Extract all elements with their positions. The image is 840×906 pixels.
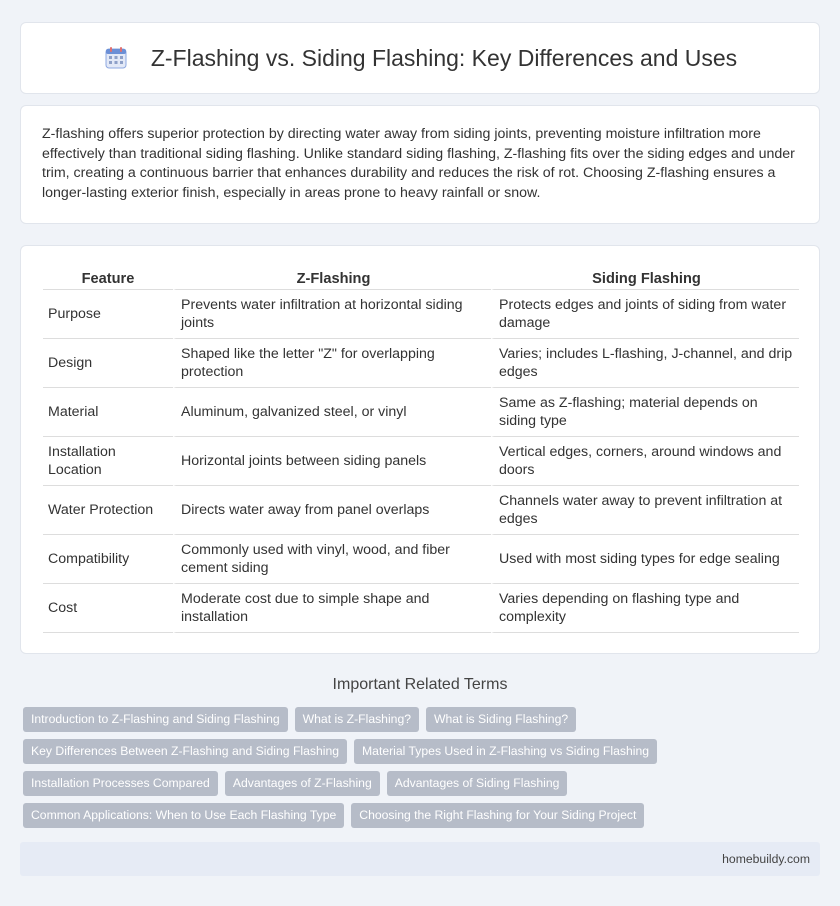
siding-flashing-cell: Channels water away to prevent infiltration at edges (491, 486, 799, 535)
feature-cell: Material (43, 388, 173, 437)
related-term-tag[interactable]: Material Types Used in Z-Flashing vs Siding Flashing (354, 739, 657, 764)
related-terms-heading: Important Related Terms (332, 676, 508, 693)
header-card (20, 22, 820, 94)
feature-cell: Water Protection (43, 486, 173, 535)
related-term-tag[interactable]: Advantages of Z-Flashing (225, 771, 380, 796)
tag-row (23, 739, 823, 764)
related-term-tag[interactable]: Choosing the Right Flashing for Your Siding Project (351, 803, 644, 828)
table-row (43, 290, 799, 339)
table-row (43, 437, 799, 486)
related-term-tag[interactable]: What is Z-Flashing? (295, 707, 419, 732)
tag-row (23, 771, 823, 796)
intro-paragraph: Z-flashing offers superior protection by directing water away from siding joints, preventing moisture infiltration more effectively than traditional siding flashing. Unlike standard siding flashing, Z-flashing fits over the siding edges and under trim, creating a continuous barrier that enhances durability and reduces the risk of rot. Choosing Z-flashing ensures a longer-lasting exterior finish, especially in areas prone to heavy rainfall or snow. (42, 126, 795, 201)
page-title: Z-Flashing vs. Siding Flashing: Key Differences and Uses (150, 44, 738, 71)
comparison-table (43, 266, 799, 633)
feature-cell: Purpose (43, 290, 173, 339)
related-term-tag[interactable]: Common Applications: When to Use Each Flashing Type (23, 803, 344, 828)
site-name[interactable]: homebuildy.com (722, 852, 810, 866)
feature-cell: Installation Location (43, 437, 173, 486)
z-flashing-cell: Horizontal joints between siding panels (173, 437, 491, 486)
z-flashing-cell: Commonly used with vinyl, wood, and fiber cement siding (173, 535, 491, 584)
related-term-tag[interactable]: What is Siding Flashing? (426, 707, 576, 732)
tag-row (23, 707, 823, 732)
z-flashing-cell: Shaped like the letter "Z" for overlapping protection (173, 339, 491, 388)
siding-flashing-cell: Varies; includes L-flashing, J-channel, and drip edges (491, 339, 799, 388)
related-term-tag[interactable]: Key Differences Between Z-Flashing and Siding Flashing (23, 739, 347, 764)
footer (20, 842, 820, 876)
siding-flashing-cell: Same as Z-flashing; material depends on siding type (491, 388, 799, 437)
comparison-table-card (20, 245, 820, 654)
z-flashing-cell: Aluminum, galvanized steel, or vinyl (173, 388, 491, 437)
z-flashing-cell: Moderate cost due to simple shape and installation (173, 584, 491, 633)
feature-cell: Compatibility (43, 535, 173, 584)
siding-flashing-cell: Varies depending on flashing type and complexity (491, 584, 799, 633)
table-row (43, 388, 799, 437)
table-row (43, 486, 799, 535)
calendar-grid-icon (103, 45, 129, 71)
table-row (43, 339, 799, 388)
column-header: Z-Flashing (173, 266, 491, 290)
related-terms-tags (23, 707, 823, 835)
feature-cell: Cost (43, 584, 173, 633)
table-header-row (43, 266, 799, 290)
related-term-tag[interactable]: Introduction to Z-Flashing and Siding Flashing (23, 707, 288, 732)
z-flashing-cell: Directs water away from panel overlaps (173, 486, 491, 535)
intro-card (20, 105, 820, 224)
z-flashing-cell: Prevents water infiltration at horizontal siding joints (173, 290, 491, 339)
tag-row (23, 803, 823, 828)
related-term-tag[interactable]: Installation Processes Compared (23, 771, 218, 796)
table-row (43, 535, 799, 584)
column-header: Siding Flashing (491, 266, 799, 290)
feature-cell: Design (43, 339, 173, 388)
siding-flashing-cell: Protects edges and joints of siding from water damage (491, 290, 799, 339)
table-row (43, 584, 799, 633)
column-header: Feature (43, 266, 173, 290)
siding-flashing-cell: Vertical edges, corners, around windows and doors (491, 437, 799, 486)
siding-flashing-cell: Used with most siding types for edge sealing (491, 535, 799, 584)
related-term-tag[interactable]: Advantages of Siding Flashing (387, 771, 568, 796)
